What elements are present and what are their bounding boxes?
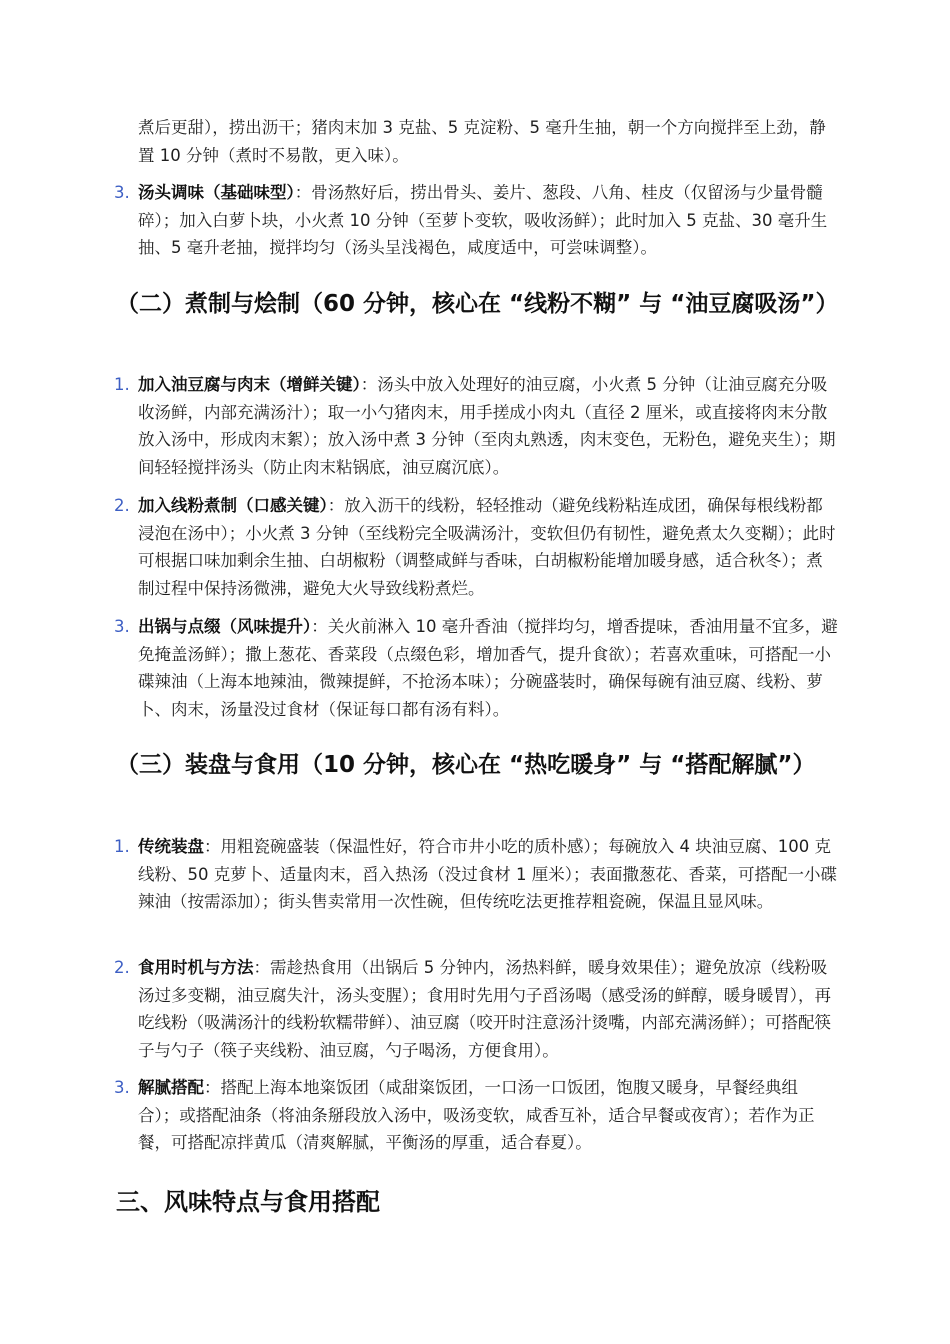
section-heading: （二）煮制与烩制（60 分钟，核心在 “线粉不糊” 与 “油豆腐吸汤”） [116, 291, 839, 317]
list-item [138, 371, 838, 481]
list-item-title: 出锅与点缀（风味提升） [138, 617, 312, 636]
list-number: 3. [114, 617, 130, 636]
list-item-title: 加入线粉煮制（口感关键） [138, 496, 328, 515]
list-number: 3. [114, 1078, 130, 1097]
list-number: 2. [114, 496, 130, 515]
list-item-text: ：放入沥干的线粉，轻轻推动（避免线粉粘连成团，确保每根线粉都浸泡在汤中）；小火煮 3 分钟（至线粉完全吸满汤汁，变软但仍有韧性，避免煮太久变糊）；此时可根据口味加剩余生抽、白胡椒粉（调整咸鲜与香味，白胡椒粉能增加暖身感，适合秋冬）；煮制过程中保持汤微沸，避免大火导致线粉煮烂。 [138, 496, 836, 598]
chapter-heading: 三、风味特点与食用搭配 [116, 1188, 380, 1216]
list-item-title: 食用时机与方法 [138, 958, 254, 977]
list-item-title: 加入油豆腐与肉末（增鲜关键） [138, 375, 361, 394]
list-number: 3. [114, 183, 130, 202]
list-item-text: ：用粗瓷碗盛装（保温性好，符合市井小吃的质朴感）；每碗放入 4 块油豆腐、100 克线粉、50 克萝卜、适量肉末，舀入热汤（没过食材 1 厘米）；表面撒葱花、香菜，可搭配一小碟辣油（按需添加）；街头售卖常用一次性碗，但传统吃法更推荐粗瓷碗，保温且显风味。 [138, 837, 837, 911]
list-item [138, 179, 838, 262]
list-item [138, 492, 838, 602]
list-item-text: ：关火前淋入 10 毫升香油（搅拌均匀，增香提味，香油用量不宜多，避免掩盖汤鲜）；撒上葱花、香菜段（点缀色彩，增加香气，提升食欲）；若喜欢重味，可搭配一小碟辣油（上海本地辣油，微辣提鲜，不抢汤本味）；分碗盛装时，确保每碗有油豆腐、线粉、萝卜、肉末，汤量没过食材（保证每口都有汤有料）。 [138, 617, 838, 719]
continued-paragraph: 煮后更甜），捞出沥干；猪肉末加 3 克盐、5 克淀粉、5 毫升生抽，朝一个方向搅拌至上劲，静置 10 分钟（煮时不易散，更入味）。 [138, 118, 826, 165]
list-item [138, 613, 838, 723]
list-item-title: 汤头调味（基础味型） [138, 183, 295, 202]
list-number: 1. [114, 375, 130, 394]
list-item-text: ：需趁热食用（出锅后 5 分钟内，汤热料鲜，暖身效果佳）；避免放凉（线粉吸汤过多变糊，油豆腐失汁，汤头变腥）；食用时先用勺子舀汤喝（感受汤的鲜醇，暖身暖胃），再吃线粉（吸满汤汁的线粉软糯带鲜）、油豆腐（咬开时注意汤汁烫嘴，内部充满汤鲜）；可搭配筷子与勺子（筷子夹线粉、油豆腐，勺子喝汤，方便食用）。 [138, 958, 831, 1060]
list-item-title: 传统装盘 [138, 837, 204, 856]
list-number: 1. [114, 837, 130, 856]
list-item [138, 1074, 838, 1157]
list-item-text: ：搭配上海本地粢饭团（咸甜粢饭团，一口汤一口饭团，饱腹又暖身，早餐经典组合）；或搭配油条（将油条掰段放入汤中，吸汤变软，咸香互补，适合早餐或夜宵）；若作为正餐，可搭配凉拌黄瓜（清爽解腻，平衡汤的厚重，适合春夏）。 [138, 1078, 815, 1152]
list-item [138, 954, 838, 1064]
list-number: 2. [114, 958, 130, 977]
list-item [138, 833, 838, 916]
list-item-title: 解腻搭配 [138, 1078, 204, 1097]
section-heading: （三）装盘与食用（10 分钟，核心在 “热吃暖身” 与 “搭配解腻”） [116, 752, 816, 778]
list-item-text: ：汤头中放入处理好的油豆腐，小火煮 5 分钟（让油豆腐充分吸收汤鲜，内部充满汤汁）；取一小勺猪肉末，用手搓成小肉丸（直径 2 厘米，或直接将肉末分散放入汤中，形成肉末絮）；放入汤中煮 3 分钟（至肉丸熟透，肉末变色，无粉色，避免夹生）；期间轻轻搅拌汤头（防止肉末粘锅底，油豆腐沉底）。 [138, 375, 836, 477]
list-item-text: ：骨汤熬好后，捞出骨头、姜片、葱段、八角、桂皮（仅留汤与少量骨髓碎）；加入白萝卜块，小火煮 10 分钟（至萝卜变软，吸收汤鲜）；此时加入 5 克盐、30 毫升生抽、5 毫升老抽，搅拌均匀（汤头呈浅褐色，咸度适中，可尝味调整）。 [138, 183, 828, 257]
